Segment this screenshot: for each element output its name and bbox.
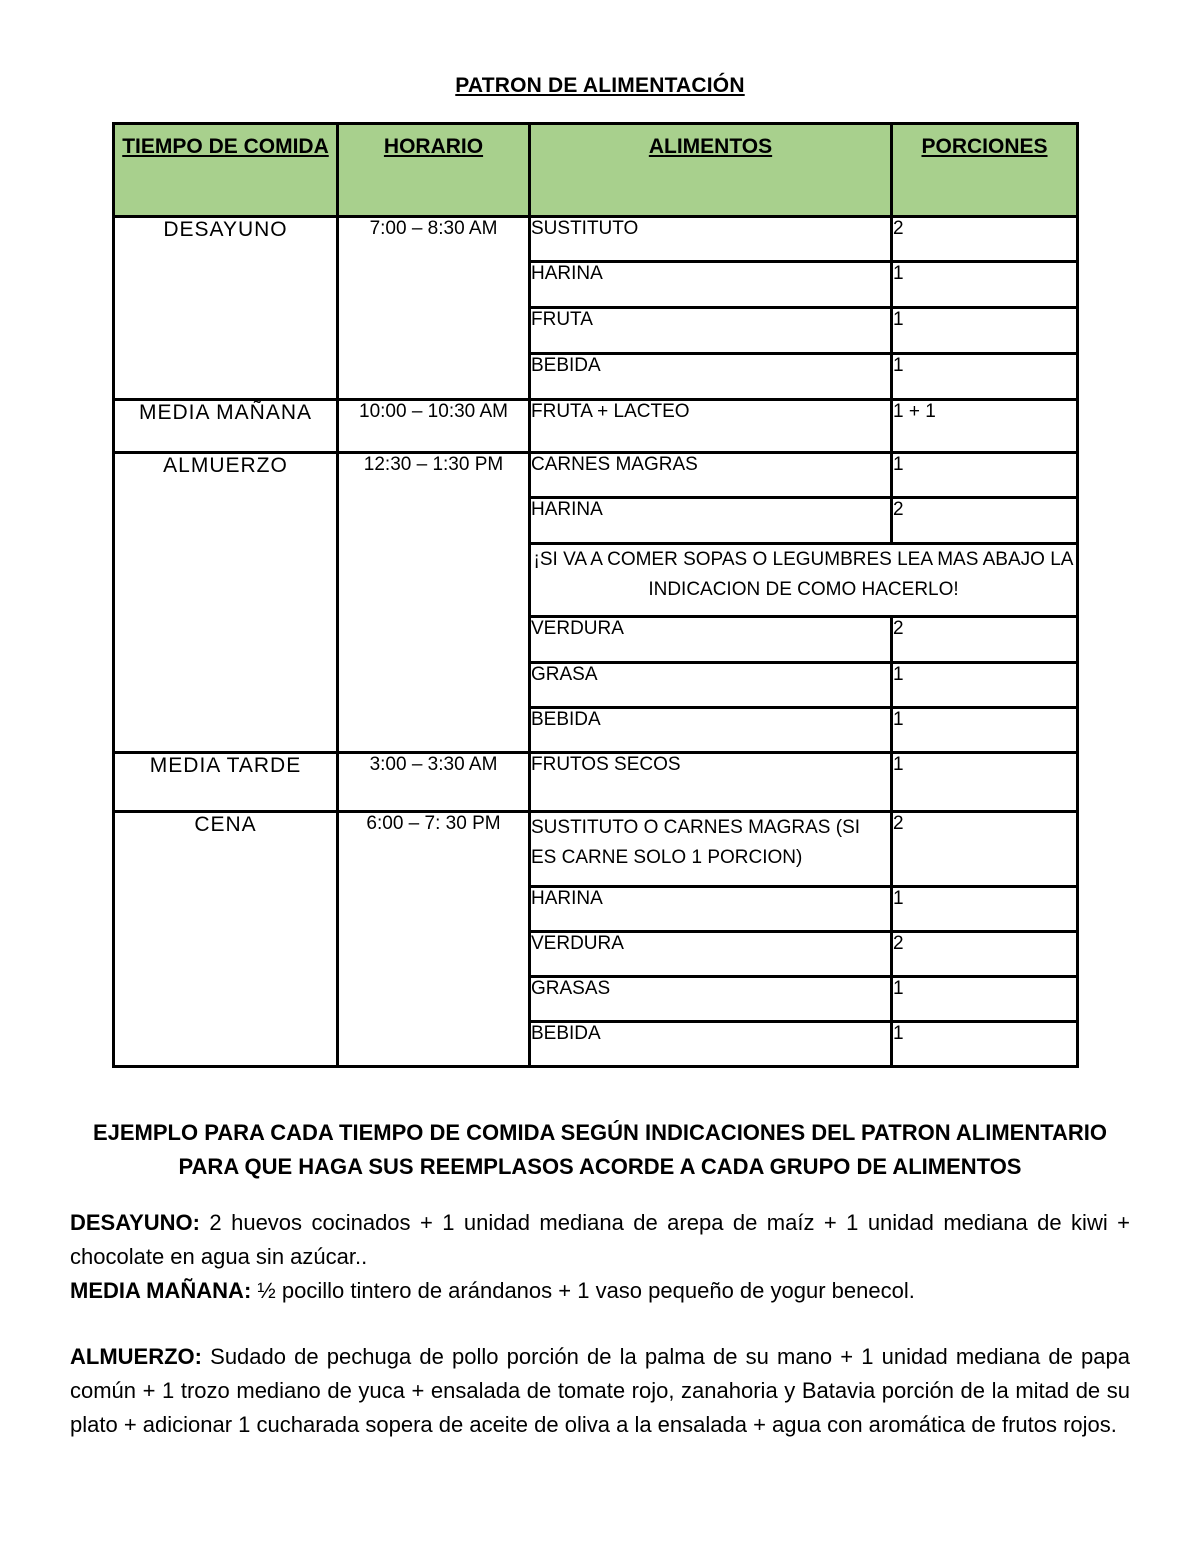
food-cell: BEBIDA: [530, 708, 892, 753]
food-cell: FRUTOS SECOS: [530, 753, 892, 812]
example-almuerzo: [70, 1340, 1130, 1442]
header-meal-time: TIEMPO DE COMIDA: [114, 124, 338, 217]
table-header-row: [114, 124, 1078, 217]
food-cell: HARINA: [530, 498, 892, 544]
portion-cell: 1: [892, 887, 1078, 932]
table-row: [114, 453, 1078, 498]
portion-cell: 1: [892, 663, 1078, 708]
portion-cell: 2: [892, 812, 1078, 887]
time-media-tarde: 3:00 – 3:30 AM: [338, 753, 530, 812]
food-cell: CARNES MAGRAS: [530, 453, 892, 498]
portion-cell: 1: [892, 708, 1078, 753]
portion-cell: 2: [892, 498, 1078, 544]
food-cell: BEBIDA: [530, 354, 892, 400]
header-schedule: HORARIO: [338, 124, 530, 217]
food-cell: VERDURA: [530, 932, 892, 977]
time-cena: 6:00 – 7: 30 PM: [338, 812, 530, 1067]
portion-cell: 1: [892, 308, 1078, 354]
meal-desayuno: DESAYUNO: [114, 217, 338, 400]
time-desayuno: 7:00 – 8:30 AM: [338, 217, 530, 400]
example-desayuno: [70, 1206, 1130, 1274]
time-media-manana: 10:00 – 10:30 AM: [338, 400, 530, 453]
portion-cell: 1 + 1: [892, 400, 1078, 453]
example-almuerzo-label: ALMUERZO:: [70, 1344, 202, 1369]
example-media-manana-label: MEDIA MAÑANA:: [70, 1278, 252, 1303]
portion-cell: 1: [892, 753, 1078, 812]
example-media-manana: [70, 1274, 1130, 1308]
example-almuerzo-text: Sudado de pechuga de pollo porción de la palma de su mano + 1 unidad mediana de papa común + 1 trozo mediano de yuca + ensalada de tomate rojo, zanahoria y Batavia porción de la mitad de su plato + adicionar 1 cucharada sopera de aceite de oliva a la ensalada + agua con aromática de frutos rojos.: [70, 1344, 1130, 1437]
table-row: [114, 217, 1078, 262]
meal-media-manana: MEDIA MAÑANA: [114, 400, 338, 453]
examples-heading: EJEMPLO PARA CADA TIEMPO DE COMIDA SEGÚN INDICACIONES DEL PATRON ALIMENTARIO PARA QUE HAGA SUS REEMPLASOS ACORDE A CADA GRUPO DE ALIMENTOS: [92, 1120, 1108, 1179]
portion-cell: 1: [892, 453, 1078, 498]
table-row: [114, 812, 1078, 887]
meal-almuerzo: ALMUERZO: [114, 453, 338, 753]
portion-cell: 1: [892, 354, 1078, 400]
food-cell: SUSTITUTO: [530, 217, 892, 262]
food-cell: BEBIDA: [530, 1022, 892, 1067]
food-cell: GRASAS: [530, 977, 892, 1022]
portion-cell: 1: [892, 262, 1078, 308]
food-cell: VERDURA: [530, 617, 892, 663]
examples-section: [70, 1116, 1130, 1442]
food-cell: HARINA: [530, 887, 892, 932]
paragraph-spacer: [70, 1308, 1130, 1340]
example-media-manana-text: ½ pocillo tintero de arándanos + 1 vaso pequeño de yogur benecol.: [251, 1278, 915, 1303]
example-desayuno-text: 2 huevos cocinados + 1 unidad mediana de arepa de maíz + 1 unidad mediana de kiwi + chocolate en agua sin azúcar..: [70, 1210, 1130, 1269]
food-cell: GRASA: [530, 663, 892, 708]
example-desayuno-label: DESAYUNO:: [70, 1210, 200, 1235]
food-cell: FRUTA + LACTEO: [530, 400, 892, 453]
page-title: PATRON DE ALIMENTACIÓN: [455, 74, 745, 97]
portion-cell: 1: [892, 1022, 1078, 1067]
food-cell: HARINA: [530, 262, 892, 308]
food-cell: FRUTA: [530, 308, 892, 354]
food-cell: SUSTITUTO O CARNES MAGRAS (SI ES CARNE SOLO 1 PORCION): [530, 812, 892, 887]
portion-cell: 1: [892, 977, 1078, 1022]
table-row: [114, 400, 1078, 453]
portion-cell: 2: [892, 617, 1078, 663]
portion-cell: 2: [892, 932, 1078, 977]
table-row: [114, 753, 1078, 812]
meal-plan-table: [112, 122, 1079, 1068]
meal-media-tarde: MEDIA TARDE: [114, 753, 338, 812]
portion-cell: 2: [892, 217, 1078, 262]
header-foods: ALIMENTOS: [530, 124, 892, 217]
meal-cena: CENA: [114, 812, 338, 1067]
soups-legumes-note: ¡SI VA A COMER SOPAS O LEGUMBRES LEA MAS ABAJO LA INDICACION DE COMO HACERLO!: [530, 544, 1078, 617]
time-almuerzo: 12:30 – 1:30 PM: [338, 453, 530, 753]
header-portions: PORCIONES: [892, 124, 1078, 217]
